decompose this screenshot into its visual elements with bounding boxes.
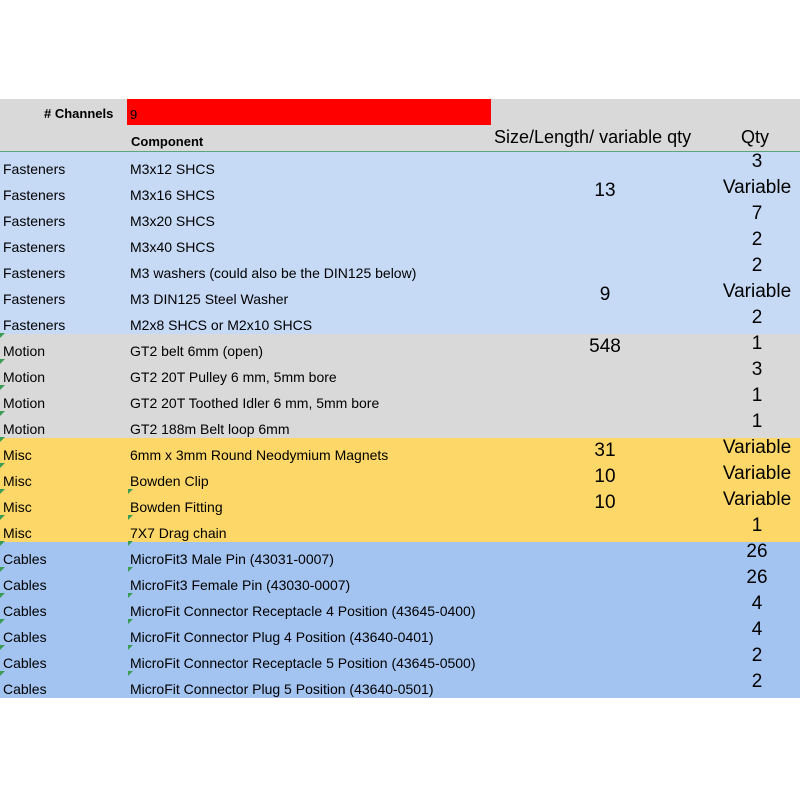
component-cell[interactable]: M2x8 SHCS or M2x10 SHCS [130,317,313,333]
component-cell[interactable]: MicroFit Connector Plug 5 Position (43640-0501) [130,681,434,697]
category-cell[interactable]: Fasteners [3,317,66,333]
category-cell[interactable]: Fasteners [3,213,66,229]
category-cell[interactable]: Cables [3,629,47,645]
table-row [0,672,800,698]
channels-label: # Channels [44,106,114,121]
category-cell[interactable]: Fasteners [3,239,66,255]
cell-comment-indicator-icon [128,541,133,546]
cell-comment-indicator-icon [0,515,5,520]
component-column-header: Component [131,134,204,149]
category-cell[interactable]: Misc [3,499,32,515]
table-row [0,334,800,360]
table-row [0,542,800,568]
qty-cell[interactable]: 3 [751,359,763,380]
table-row [0,490,800,516]
category-cell[interactable]: Motion [3,395,46,411]
table-row [0,282,800,308]
channels-value: 9 [130,107,138,122]
category-cell[interactable]: Fasteners [3,161,66,177]
component-cell[interactable]: GT2 188m Belt loop 6mm [130,421,290,437]
size-cell[interactable]: 9 [599,284,611,305]
component-cell[interactable]: 7X7 Drag chain [130,525,227,541]
size-cell[interactable]: 31 [594,440,616,461]
qty-cell[interactable]: 2 [751,307,763,328]
qty-cell[interactable]: Variable [722,463,792,484]
cell-comment-indicator-icon [0,463,5,468]
component-cell[interactable]: MicroFit3 Female Pin (43030-0007) [130,577,351,593]
cell-comment-indicator-icon [0,333,5,338]
cell-comment-indicator-icon [128,515,133,520]
cell-comment-indicator-icon [128,567,133,572]
table-row [0,230,800,256]
cell-comment-indicator-icon [0,489,5,494]
qty-cell[interactable]: 1 [751,515,763,536]
component-cell[interactable]: Bowden Fitting [130,499,223,515]
cell-comment-indicator-icon [128,671,133,676]
table-row [0,438,800,464]
cell-comment-indicator-icon [128,489,133,494]
cell-comment-indicator-icon [0,567,5,572]
cell-comment-indicator-icon [128,619,133,624]
size-cell[interactable]: 10 [594,492,616,513]
component-cell[interactable]: GT2 20T Toothed Idler 6 mm, 5mm bore [130,395,380,411]
size-column-header: Size/Length/ variable qty [494,127,692,147]
component-cell[interactable]: Bowden Clip [130,473,209,489]
table-row [0,386,800,412]
category-cell[interactable]: Cables [3,551,47,567]
column-header-row [0,125,800,152]
qty-cell[interactable]: 4 [751,619,763,640]
qty-cell[interactable]: 2 [751,671,763,692]
table-row [0,178,800,204]
qty-cell[interactable]: 2 [751,255,763,276]
qty-cell[interactable]: Variable [722,177,792,198]
component-cell[interactable]: M3 washers (could also be the DIN125 below) [130,265,417,281]
cell-comment-indicator-icon [0,619,5,624]
table-row [0,412,800,438]
category-cell[interactable]: Cables [3,681,47,697]
qty-cell[interactable]: Variable [722,437,792,458]
channels-row [0,99,800,125]
qty-cell[interactable]: 3 [751,151,763,172]
component-cell[interactable]: M3x40 SHCS [130,239,215,255]
category-cell[interactable]: Fasteners [3,291,66,307]
cell-comment-indicator-icon [128,645,133,650]
qty-cell[interactable]: 4 [751,593,763,614]
qty-cell[interactable]: Variable [722,281,792,302]
qty-cell[interactable]: 1 [751,333,763,354]
qty-column-header: Qty [741,127,770,147]
category-cell[interactable]: Motion [3,369,46,385]
qty-cell[interactable]: 1 [751,385,763,406]
table-row [0,594,800,620]
cell-comment-indicator-icon [0,411,5,416]
table-row [0,620,800,646]
category-cell[interactable]: Cables [3,603,47,619]
table-row [0,464,800,490]
component-cell[interactable]: M3x16 SHCS [130,187,215,203]
table-row [0,204,800,230]
cell-comment-indicator-icon [0,541,5,546]
category-cell[interactable]: Cables [3,577,47,593]
component-cell[interactable]: MicroFit3 Male Pin (43031-0007) [130,551,334,567]
table-body [0,152,800,698]
cell-comment-indicator-icon [0,671,5,676]
channels-value-cell[interactable] [127,99,491,125]
category-cell[interactable]: Fasteners [3,265,66,281]
category-cell[interactable]: Motion [3,343,46,359]
component-cell[interactable]: M3x12 SHCS [130,161,215,177]
category-cell[interactable]: Motion [3,421,46,437]
component-cell[interactable]: MicroFit Connector Receptacle 4 Position (43645-0400) [130,603,476,619]
table-row [0,308,800,334]
qty-cell[interactable]: 2 [751,229,763,250]
cell-comment-indicator-icon [0,593,5,598]
component-cell[interactable]: M3 DIN125 Steel Washer [130,291,289,307]
component-cell[interactable]: MicroFit Connector Plug 4 Position (43640-0401) [130,629,434,645]
category-cell[interactable]: Misc [3,473,32,489]
size-cell[interactable]: 10 [594,466,616,487]
table-row [0,360,800,386]
table-row [0,516,800,542]
category-cell[interactable]: Misc [3,525,32,541]
cell-comment-indicator-icon [0,437,5,442]
component-cell[interactable]: MicroFit Connector Receptacle 5 Position (43645-0500) [130,655,476,671]
table-row [0,568,800,594]
category-cell[interactable]: Cables [3,655,47,671]
cell-comment-indicator-icon [0,645,5,650]
size-cell[interactable]: 13 [594,180,616,201]
size-cell[interactable]: 548 [589,336,621,357]
parts-spreadsheet [0,99,800,698]
category-cell[interactable]: Misc [3,447,32,463]
component-cell[interactable]: GT2 20T Pulley 6 mm, 5mm bore [130,369,337,385]
component-cell[interactable]: GT2 belt 6mm (open) [130,343,264,359]
qty-cell[interactable]: 2 [751,645,763,666]
table-row [0,256,800,282]
qty-cell[interactable]: 7 [751,203,763,224]
cell-comment-indicator-icon [0,359,5,364]
component-cell[interactable]: 6mm x 3mm Round Neodymium Magnets [130,447,389,463]
qty-cell[interactable]: 26 [746,541,768,562]
qty-cell[interactable]: 26 [746,567,768,588]
qty-cell[interactable]: Variable [722,489,792,510]
cell-comment-indicator-icon [128,593,133,598]
cell-comment-indicator-icon [0,385,5,390]
category-cell[interactable]: Fasteners [3,187,66,203]
qty-cell[interactable]: 1 [751,411,763,432]
component-cell[interactable]: M3x20 SHCS [130,213,215,229]
table-row [0,646,800,672]
table-row [0,152,800,178]
